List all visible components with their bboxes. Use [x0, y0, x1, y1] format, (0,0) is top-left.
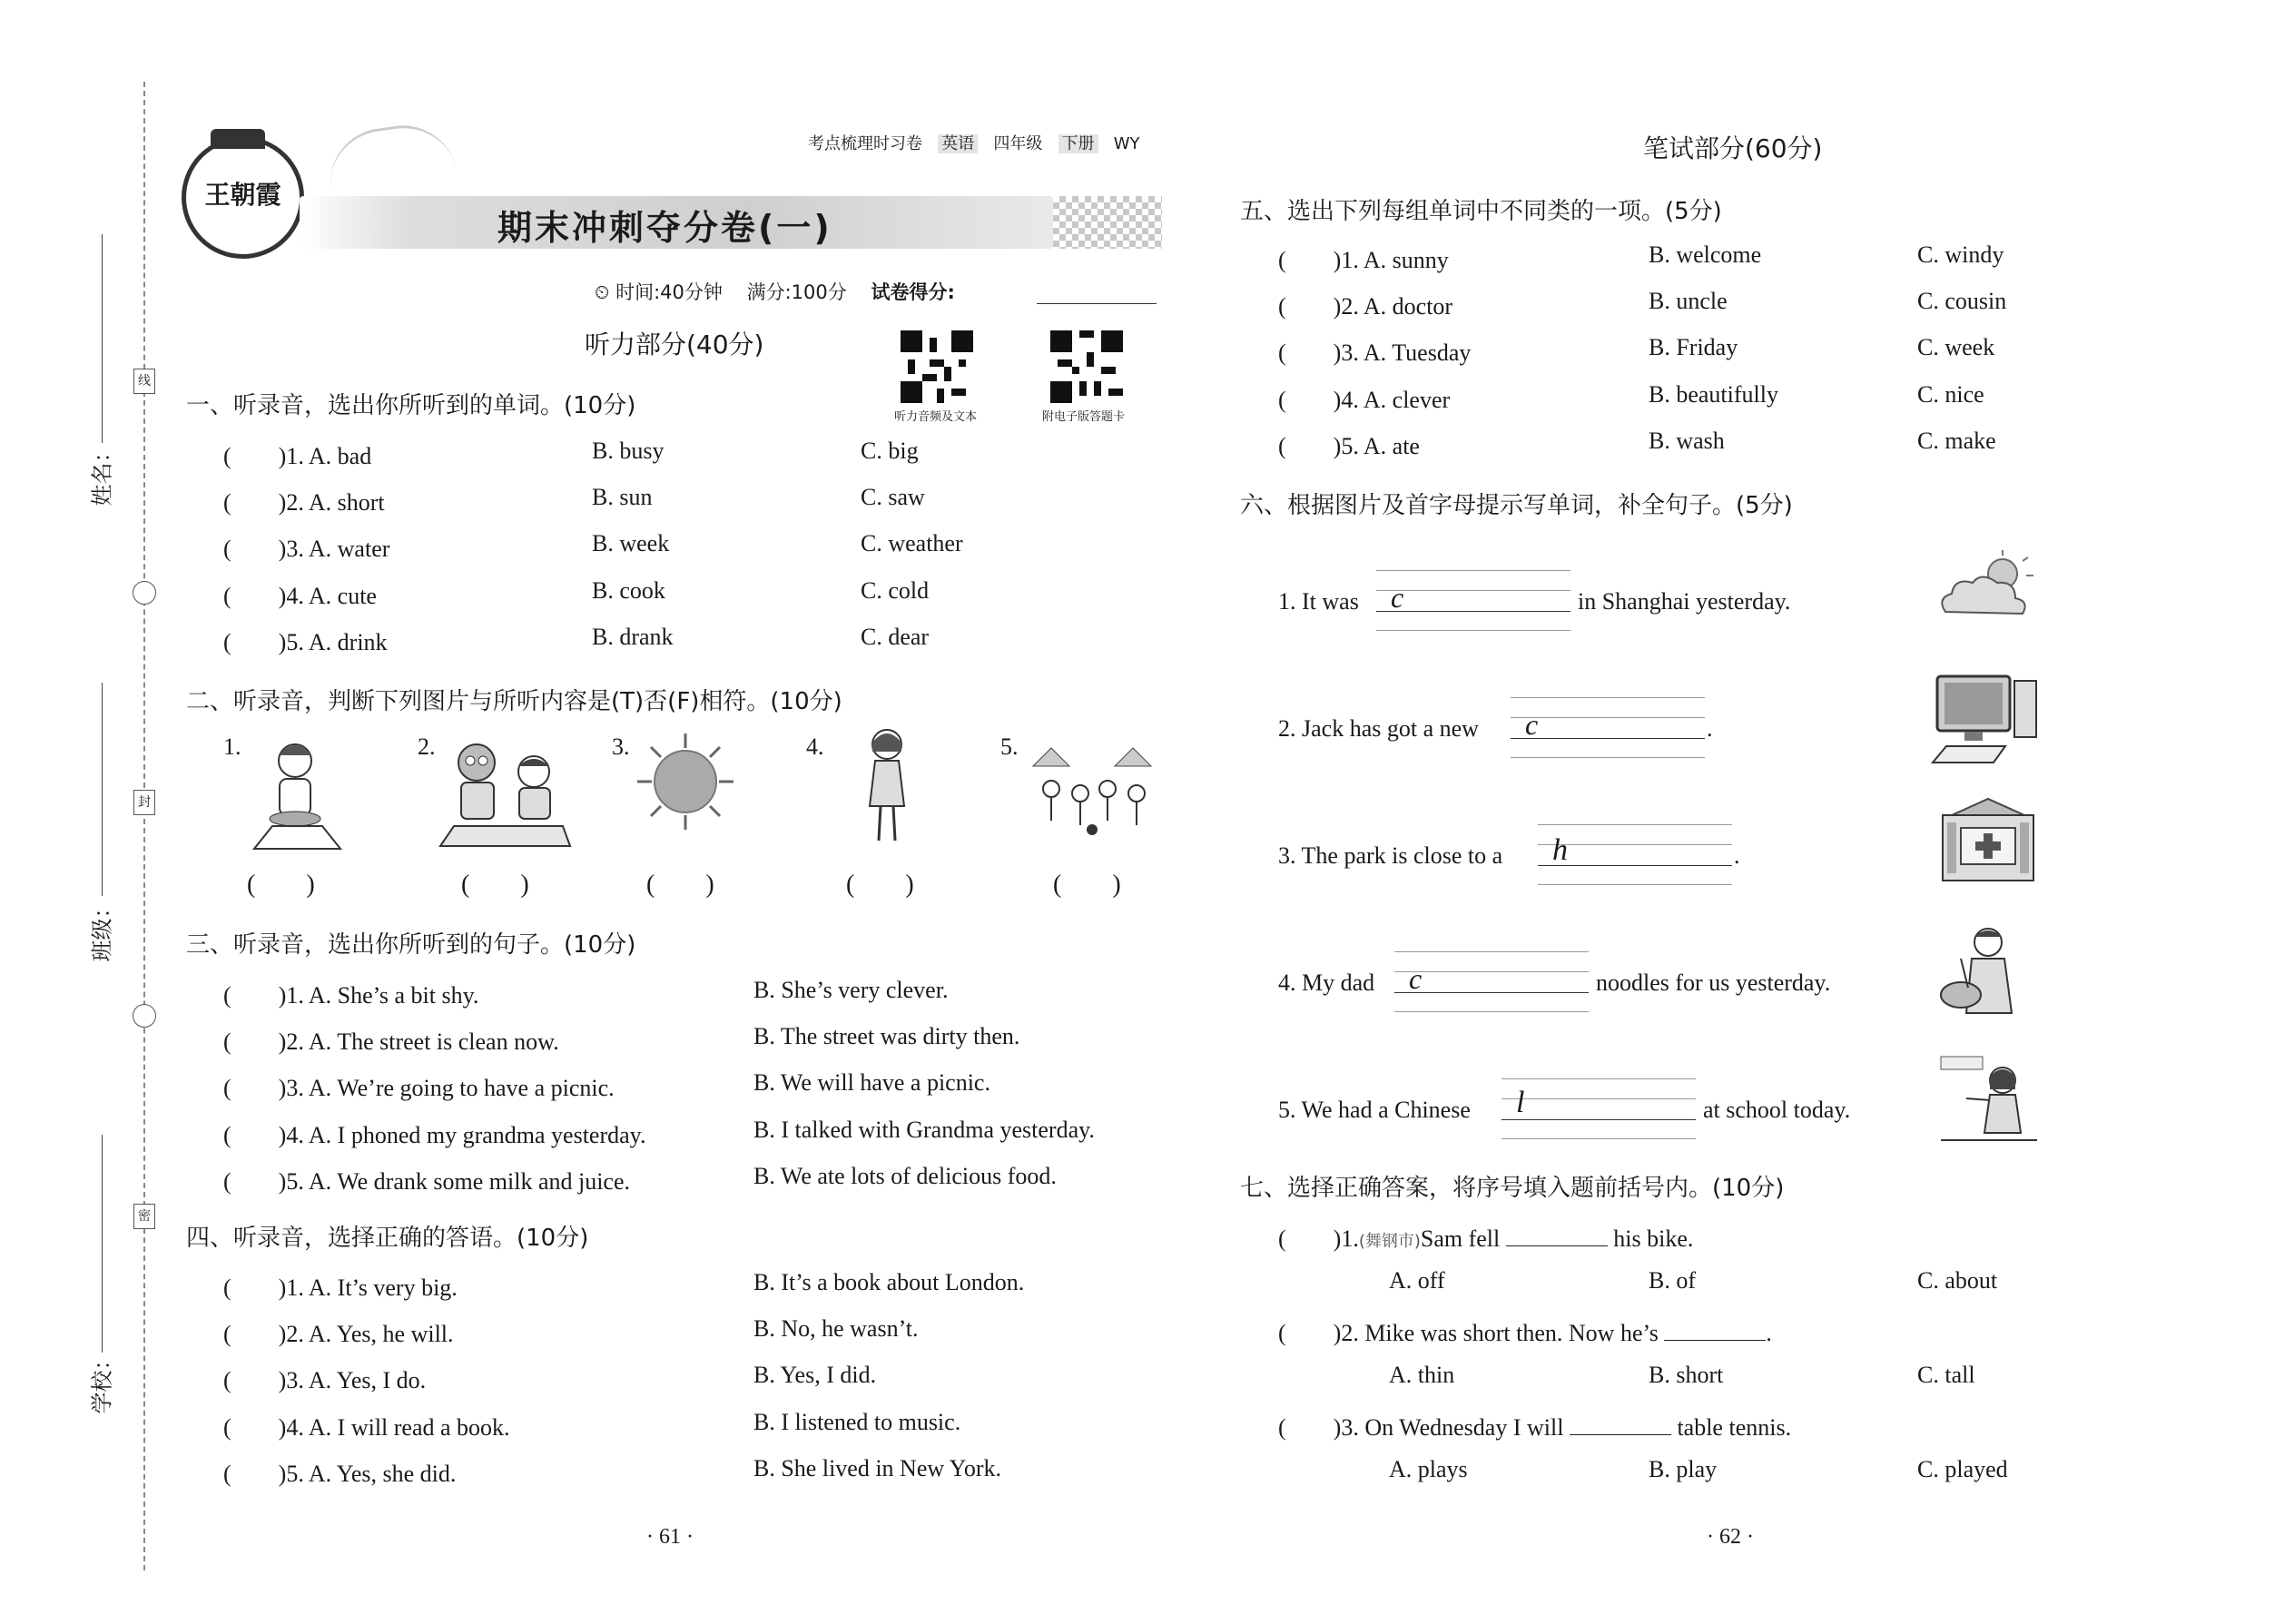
qr-code-audio[interactable]	[901, 330, 973, 403]
s1-q1-a[interactable]: ( )1. A. bad	[223, 443, 372, 469]
s1-q2-a[interactable]: ( )2. A. short	[223, 489, 385, 516]
s6-q4-guide-mid	[1394, 971, 1589, 972]
exam-meta	[595, 278, 955, 305]
volume-name: 下册	[1058, 134, 1098, 153]
s7-q2-a: A. thin	[1389, 1362, 1455, 1388]
s1-q5-b: B. drank	[592, 624, 674, 650]
listening-title: 听力部分(40分)	[585, 330, 764, 359]
s4-q4-b: B. I listened to music.	[753, 1409, 961, 1435]
scissors-icon	[133, 1004, 156, 1028]
s4-q3-b: B. Yes, I did.	[753, 1362, 877, 1388]
school-label: 学校：	[89, 1348, 115, 1414]
s7-q1-prefix[interactable]: ( )1.	[1278, 1225, 1359, 1252]
s5-q3-b: B. Friday	[1649, 334, 1738, 360]
section-1-title: 一、听录音，选出你所听到的单词。(10分)	[186, 392, 636, 419]
full-score: 满分:100分	[746, 281, 847, 303]
s6-q1-letter: c	[1391, 581, 1404, 614]
s5-q5-b: B. wash	[1649, 428, 1725, 454]
seal-box-seal: 封	[133, 790, 155, 815]
s2-answer-3[interactable]: ( )	[646, 871, 714, 899]
s6-q3-letter: h	[1552, 833, 1568, 867]
s4-q1-b: B. It’s a book about London.	[753, 1269, 1025, 1295]
s6-q2-guide-top	[1511, 697, 1705, 698]
s2-answer-5[interactable]: ( )	[1053, 871, 1121, 899]
s7-q1-a: A. off	[1389, 1267, 1445, 1294]
s1-q5-c: C. dear	[861, 624, 930, 650]
s1-q4-c: C. cold	[861, 577, 930, 604]
s6-q5-answer-line[interactable]	[1501, 1119, 1696, 1120]
s7-q2-text[interactable]: ( )2. Mike was short then. Now he’s	[1278, 1320, 1659, 1346]
section-2-title: 二、听录音，判断下列图片与所听内容是(T)否(F)相符。(10分)	[186, 688, 842, 715]
written-title: 笔试部分(60分)	[1643, 133, 1823, 163]
s6-q3-guide-top	[1538, 824, 1732, 825]
s2-num-5: 5.	[1000, 733, 1019, 760]
checker-pattern	[1053, 196, 1162, 249]
time-limit: 时间:40分钟	[615, 281, 723, 303]
s1-q3-b: B. week	[592, 530, 670, 556]
s5-q3-c: C. week	[1917, 334, 1995, 360]
s7-q1-blank[interactable]	[1506, 1245, 1608, 1246]
series-info	[808, 131, 1139, 154]
s7-q1-post: his bike.	[1613, 1225, 1694, 1252]
page-number-right: · 62 ·	[1707, 1525, 1754, 1549]
qr-caption-answer-card: 附电子版答题卡	[1042, 410, 1126, 424]
binding-dashed-line	[143, 82, 145, 1570]
s5-q3-a[interactable]: ( )3. A. Tuesday	[1278, 340, 1472, 366]
s5-q5-a[interactable]: ( )5. A. ate	[1278, 433, 1420, 459]
s1-q3-a[interactable]: ( )3. A. water	[223, 536, 390, 562]
s2-num-2: 2.	[418, 733, 436, 760]
s3-q4-b: B. I talked with Grandma yesterday.	[753, 1117, 1095, 1143]
s6-q1-pre: 1. It was	[1278, 588, 1359, 615]
s4-q2-a[interactable]: ( )2. A. Yes, he will.	[223, 1321, 454, 1347]
s4-q5-b: B. She lived in New York.	[753, 1455, 1002, 1481]
cloudy-weather-icon	[1932, 548, 2041, 630]
s6-q3-post: .	[1734, 842, 1740, 869]
s6-q4-guide-top	[1394, 951, 1589, 952]
s6-q2-guide-mid	[1511, 717, 1705, 718]
s6-q5-letter: l	[1516, 1086, 1525, 1119]
s6-q4-letter: c	[1409, 962, 1423, 995]
s7-q2-blank[interactable]	[1664, 1340, 1766, 1341]
sun-icon	[635, 732, 735, 832]
s5-q2-b: B. uncle	[1649, 288, 1728, 314]
s6-q3-pre: 3. The park is close to a	[1278, 842, 1503, 869]
s1-q4-a[interactable]: ( )4. A. cute	[223, 583, 377, 609]
score-label: 试卷得分:	[871, 281, 955, 303]
s6-q4-guide-bot	[1394, 1011, 1589, 1012]
s6-q3-guide-bot	[1538, 884, 1732, 885]
s1-q2-c: C. saw	[861, 484, 925, 510]
s2-num-3: 3.	[612, 733, 630, 760]
s3-q1-a[interactable]: ( )1. A. She’s a bit shy.	[223, 982, 479, 1009]
s6-q4-answer-line[interactable]	[1394, 992, 1589, 993]
s5-q5-c: C. make	[1917, 428, 1996, 454]
s1-q5-a[interactable]: ( )5. A. drink	[223, 629, 388, 655]
s5-q4-b: B. beautifully	[1649, 381, 1778, 408]
s4-q2-b: B. No, he wasn’t.	[753, 1315, 919, 1342]
s7-q3-c: C. played	[1917, 1456, 2008, 1482]
name-label: 姓名：	[89, 440, 115, 507]
s6-q5-guide-mid	[1501, 1098, 1696, 1099]
teacher-lesson-icon	[1939, 1053, 2039, 1144]
s7-q3-text[interactable]: ( )3. On Wednesday I will	[1278, 1414, 1564, 1441]
s6-q2-answer-line[interactable]	[1511, 738, 1705, 739]
computer-icon	[1928, 672, 2046, 772]
s1-q2-b: B. sun	[592, 484, 653, 510]
s6-q5-post: at school today.	[1703, 1097, 1851, 1123]
s5-q4-c: C. nice	[1917, 381, 1984, 408]
s6-q2-post: .	[1707, 715, 1713, 742]
s1-q1-b: B. busy	[592, 438, 665, 464]
qr-code-answer-card[interactable]	[1050, 330, 1123, 403]
s4-q3-a[interactable]: ( )3. A. Yes, I do.	[223, 1367, 427, 1393]
s2-answer-1[interactable]: ( )	[247, 871, 315, 899]
s7-q3-a: A. plays	[1389, 1456, 1468, 1482]
children-playing-icon	[1024, 739, 1160, 839]
s6-q1-guide-mid	[1376, 590, 1570, 591]
s3-q4-a[interactable]: ( )4. A. I phoned my grandma yesterday.	[223, 1122, 646, 1148]
s3-q2-b: B. The street was dirty then.	[753, 1023, 1020, 1049]
s7-q2-post: .	[1766, 1320, 1772, 1346]
s1-q4-b: B. cook	[592, 577, 665, 604]
s3-q5-b: B. We ate lots of delicious food.	[753, 1163, 1057, 1189]
logo-text: 王朝霞	[204, 180, 281, 210]
s7-q3-post: table tennis.	[1677, 1414, 1792, 1441]
seal-box-line: 线	[133, 369, 155, 394]
school-field-line[interactable]	[102, 1135, 103, 1353]
section-6-title: 六、根据图片及首字母提示写单词，补全句子。(5分)	[1240, 492, 1793, 519]
seal-box-dense: 密	[133, 1204, 155, 1229]
class-label: 班级：	[89, 896, 115, 962]
qr-caption-audio: 听力音频及文本	[894, 410, 978, 424]
logo-badge	[182, 136, 304, 259]
ribbon-decoration	[323, 119, 457, 193]
s6-q1-guide-top	[1376, 570, 1570, 571]
s3-q2-a[interactable]: ( )2. A. The street is clean now.	[223, 1029, 559, 1055]
s3-q5-a[interactable]: ( )5. A. We drank some milk and juice.	[223, 1168, 631, 1195]
s7-q2	[1278, 1314, 1772, 1348]
scissors-icon	[133, 581, 156, 605]
s2-num-1: 1.	[223, 733, 241, 760]
s4-q1-a[interactable]: ( )1. A. It’s very big.	[223, 1275, 458, 1301]
s6-q4-post: noodles for us yesterday.	[1596, 969, 1831, 996]
s6-q5-guide-top	[1501, 1078, 1696, 1079]
s1-q3-c: C. weather	[861, 530, 963, 556]
class-field-line[interactable]	[102, 683, 103, 896]
s2-answer-4[interactable]: ( )	[846, 871, 914, 899]
robot-and-boy-icon	[436, 735, 572, 853]
girl-cooking-icon	[245, 735, 345, 853]
s7-q3-b: B. play	[1649, 1456, 1718, 1482]
s7-q3	[1278, 1409, 1791, 1442]
s6-q1-answer-line[interactable]	[1376, 611, 1570, 612]
s3-q3-a[interactable]: ( )3. A. We’re going to have a picnic.	[223, 1075, 615, 1101]
s2-num-4: 4.	[806, 733, 824, 760]
hospital-icon	[1934, 797, 2043, 888]
subject-name: 英语	[938, 134, 978, 153]
s4-q5-a[interactable]: ( )5. A. Yes, she did.	[223, 1461, 457, 1487]
s6-q5-guide-bot	[1501, 1138, 1696, 1139]
section-3-title: 三、听录音，选出你所听到的句子。(10分)	[186, 931, 636, 959]
series-name: 考点梳理时习卷	[808, 134, 922, 153]
s6-q5-pre: 5. We had a Chinese	[1278, 1097, 1471, 1123]
s1-q1-c: C. big	[861, 438, 919, 464]
s7-q1-b: B. of	[1649, 1267, 1696, 1294]
s6-q1-guide-bot	[1376, 630, 1570, 631]
crown-icon	[211, 129, 265, 149]
s5-q2-c: C. cousin	[1917, 288, 2007, 314]
s3-q3-b: B. We will have a picnic.	[753, 1069, 990, 1096]
girl-standing-icon	[855, 724, 919, 851]
s7-q2-c: C. tall	[1917, 1362, 1975, 1388]
section-7-title: 七、选择正确答案，将序号填入题前括号内。(10分)	[1240, 1175, 1785, 1202]
s7-q2-b: B. short	[1649, 1362, 1724, 1388]
s5-q1-c: C. windy	[1917, 241, 2004, 268]
s6-q1-post: in Shanghai yesterday.	[1578, 588, 1791, 615]
s5-q2-a[interactable]: ( )2. A. doctor	[1278, 293, 1453, 320]
s3-q1-b: B. She’s very clever.	[753, 977, 949, 1003]
s6-q2-pre: 2. Jack has got a new	[1278, 715, 1479, 742]
name-field-line[interactable]	[102, 234, 103, 443]
s7-q1-c: C. about	[1917, 1267, 1998, 1294]
s6-q2-guide-bot	[1511, 757, 1705, 758]
edition-name: WY	[1113, 134, 1140, 153]
s7-q3-blank[interactable]	[1570, 1434, 1671, 1435]
s4-q4-a[interactable]: ( )4. A. I will read a book.	[223, 1414, 510, 1441]
s7-q1	[1278, 1220, 1693, 1254]
s7-q1-region-tag: (舞钢市)	[1358, 1232, 1421, 1251]
s6-q4-pre: 4. My dad	[1278, 969, 1375, 996]
s6-q2-letter: c	[1525, 708, 1539, 741]
clock-icon: ⏲	[595, 281, 610, 303]
s5-q4-a[interactable]: ( )4. A. clever	[1278, 387, 1451, 413]
man-cooking-icon	[1934, 922, 2033, 1031]
page-number-left: · 61 ·	[646, 1525, 694, 1549]
s5-q1-b: B. welcome	[1649, 241, 1762, 268]
exam-title: 期末冲刺夺分卷(一)	[497, 208, 832, 248]
section-5-title: 五、选出下列每组单词中不同类的一项。(5分)	[1240, 198, 1722, 225]
s2-answer-2[interactable]: ( )	[461, 871, 529, 899]
score-field[interactable]	[1037, 303, 1157, 304]
grade-name: 四年级	[993, 134, 1043, 153]
s7-q1-text: Sam fell	[1420, 1225, 1501, 1252]
section-4-title: 四、听录音，选择正确的答语。(10分)	[186, 1225, 589, 1252]
s5-q1-a[interactable]: ( )1. A. sunny	[1278, 247, 1449, 273]
